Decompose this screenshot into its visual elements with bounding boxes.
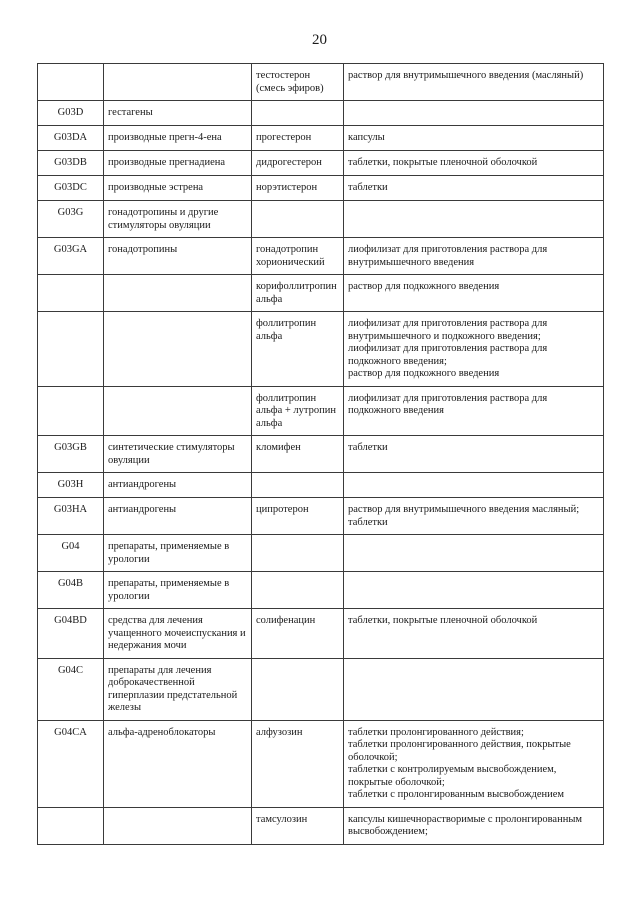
dosage-form-cell <box>344 473 604 498</box>
atc-code-cell <box>38 275 104 312</box>
table-row <box>38 101 604 126</box>
table-row <box>38 126 604 151</box>
dosage-form-cell: раствор для внутримышечного введения (масляный) <box>344 64 604 101</box>
drug-name-cell: фоллитропин альфа <box>252 312 344 387</box>
anatomical-group-cell: гонадотропины <box>104 238 252 275</box>
drug-name-cell: солифенацин <box>252 609 344 659</box>
anatomical-group-cell: производные прегн-4-ена <box>104 126 252 151</box>
table-row <box>38 312 604 387</box>
dosage-form-cell: лиофилизат для приготовления раствора для подкожного введения <box>344 386 604 436</box>
atc-code-cell: G04C <box>38 658 104 720</box>
anatomical-group-cell <box>104 275 252 312</box>
anatomical-group-cell: гонадотропины и другие стимуляторы овуляции <box>104 201 252 238</box>
table-row <box>38 658 604 720</box>
anatomical-group-cell: гестагены <box>104 101 252 126</box>
anatomical-group-cell: препараты, применяемые в урологии <box>104 572 252 609</box>
drug-name-cell: тамсулозин <box>252 807 344 844</box>
page-number: 20 <box>312 32 327 48</box>
atc-code-cell <box>38 312 104 387</box>
anatomical-group-cell <box>104 64 252 101</box>
anatomical-group-cell <box>104 312 252 387</box>
drug-name-cell: гонадотропин хорионический <box>252 238 344 275</box>
table-row <box>38 64 604 101</box>
drug-name-cell <box>252 473 344 498</box>
atc-code-cell: G03D <box>38 101 104 126</box>
table-row <box>38 720 604 807</box>
drug-name-cell <box>252 101 344 126</box>
atc-code-cell: G03H <box>38 473 104 498</box>
dosage-form-cell: капсулы <box>344 126 604 151</box>
table-row <box>38 275 604 312</box>
table-row <box>38 238 604 275</box>
anatomical-group-cell: препараты, применяемые в урологии <box>104 535 252 572</box>
drug-name-cell: корифоллитропин альфа <box>252 275 344 312</box>
atc-code-cell: G03GB <box>38 436 104 473</box>
atc-code-cell: G03HA <box>38 498 104 535</box>
dosage-form-cell <box>344 201 604 238</box>
table-row <box>38 535 604 572</box>
dosage-form-cell: таблетки <box>344 176 604 201</box>
table-row <box>38 609 604 659</box>
table-row <box>38 436 604 473</box>
anatomical-group-cell: альфа-адреноблокаторы <box>104 720 252 807</box>
atc-code-cell: G04 <box>38 535 104 572</box>
drug-name-cell: фоллитропин альфа + лутропин альфа <box>252 386 344 436</box>
dosage-form-cell: таблетки пролонгированного действия; таблетки пролонгированного действия, покрытые оболочкой; таблетки с контролируемым высвобождением, покрытые оболочкой; таблетки с пролонгированным высвобождением <box>344 720 604 807</box>
table-row <box>38 386 604 436</box>
atc-code-cell <box>38 64 104 101</box>
drug-name-cell: прогестерон <box>252 126 344 151</box>
table-row <box>38 176 604 201</box>
atc-code-cell: G03DA <box>38 126 104 151</box>
atc-code-cell: G03GA <box>38 238 104 275</box>
drug-name-cell: ципротерон <box>252 498 344 535</box>
drug-name-cell: дидрогестерон <box>252 151 344 176</box>
dosage-form-cell: лиофилизат для приготовления раствора для внутримышечного введения <box>344 238 604 275</box>
dosage-form-cell: капсулы кишечнорастворимые с пролонгированным высвобождением; <box>344 807 604 844</box>
drug-name-cell <box>252 535 344 572</box>
dosage-form-cell: раствор для подкожного введения <box>344 275 604 312</box>
dosage-form-cell: таблетки <box>344 436 604 473</box>
dosage-form-cell <box>344 572 604 609</box>
drug-name-cell: тестостерон (смесь эфиров) <box>252 64 344 101</box>
dosage-form-cell: таблетки, покрытые пленочной оболочкой <box>344 609 604 659</box>
anatomical-group-cell <box>104 386 252 436</box>
drug-table <box>37 63 604 845</box>
dosage-form-cell: лиофилизат для приготовления раствора для внутримышечного и подкожного введения; лиофилизат для приготовления раствора для подкожного введения; раствор для подкожного введения <box>344 312 604 387</box>
drug-name-cell <box>252 201 344 238</box>
drug-name-cell <box>252 572 344 609</box>
anatomical-group-cell: препараты для лечения доброкачественной гиперплазии предстательной железы <box>104 658 252 720</box>
atc-code-cell: G04B <box>38 572 104 609</box>
table-row <box>38 807 604 844</box>
table-row <box>38 572 604 609</box>
atc-code-cell: G03G <box>38 201 104 238</box>
anatomical-group-cell: синтетические стимуляторы овуляции <box>104 436 252 473</box>
anatomical-group-cell <box>104 807 252 844</box>
dosage-form-cell <box>344 101 604 126</box>
dosage-form-cell: раствор для внутримышечного введения масляный; таблетки <box>344 498 604 535</box>
dosage-form-cell <box>344 658 604 720</box>
drug-name-cell: кломифен <box>252 436 344 473</box>
dosage-form-cell <box>344 535 604 572</box>
table-row <box>38 473 604 498</box>
atc-code-cell: G04CA <box>38 720 104 807</box>
atc-code-cell <box>38 807 104 844</box>
atc-code-cell: G03DC <box>38 176 104 201</box>
table-row <box>38 498 604 535</box>
anatomical-group-cell: средства для лечения учащенного мочеиспускания и недержания мочи <box>104 609 252 659</box>
dosage-form-cell: таблетки, покрытые пленочной оболочкой <box>344 151 604 176</box>
drug-name-cell <box>252 658 344 720</box>
anatomical-group-cell: производные эстрена <box>104 176 252 201</box>
table-row <box>38 151 604 176</box>
atc-code-cell: G04BD <box>38 609 104 659</box>
drug-name-cell: алфузозин <box>252 720 344 807</box>
drug-name-cell: норэтистерон <box>252 176 344 201</box>
anatomical-group-cell: производные прегнадиена <box>104 151 252 176</box>
atc-code-cell: G03DB <box>38 151 104 176</box>
anatomical-group-cell: антиандрогены <box>104 473 252 498</box>
atc-code-cell <box>38 386 104 436</box>
table-row <box>38 201 604 238</box>
anatomical-group-cell: антиандрогены <box>104 498 252 535</box>
